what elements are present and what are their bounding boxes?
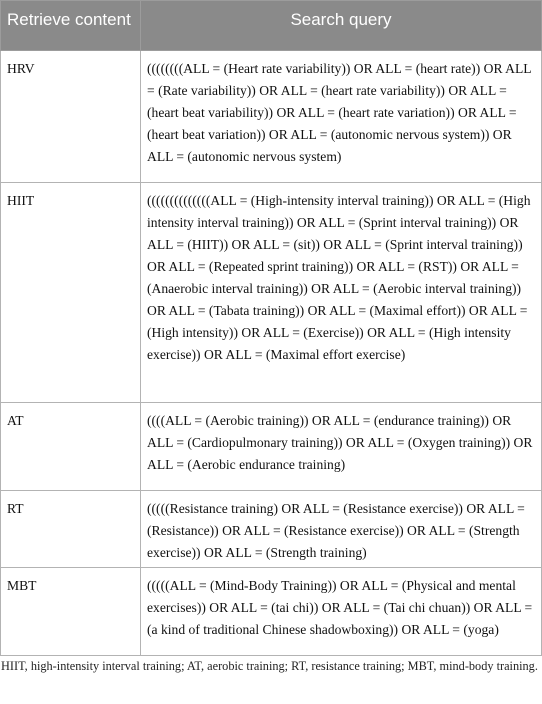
- row-query-cell: ((((ALL = (Aerobic training)) OR ALL = (endurance training)) OR ALL = (Cardiopulmonary training)) OR ALL = (Oxygen training)) OR ALL = (Aerobic endurance training): [141, 403, 542, 491]
- row-content-cell: MBT: [1, 568, 141, 656]
- table-row: [1, 491, 542, 568]
- row-query-cell: (((((Resistance training) OR ALL = (Resistance exercise)) OR ALL = (Resistance)) OR ALL = (Resistance exercise)) OR ALL = (Strength exercise)) OR ALL = (Strength training): [141, 491, 542, 568]
- header-search-query: Search query: [141, 1, 542, 51]
- row-query-cell: (((((ALL = (Mind-Body Training)) OR ALL = (Physical and mental exercises)) OR ALL = (tai chi)) OR ALL = (Tai chi chuan)) OR ALL = (a kind of traditional Chinese shadowboxing)) OR ALL = (yoga): [141, 568, 542, 656]
- table-row: [1, 403, 542, 491]
- table-footnote: HIIT, high-intensity interval training; AT, aerobic training; RT, resistance training; MBT, mind-body training.: [1, 659, 538, 673]
- row-content-cell: HRV: [1, 51, 141, 183]
- row-query-cell: ((((((((ALL = (Heart rate variability)) OR ALL = (heart rate)) OR ALL = (Rate variability)) OR ALL = (heart rate variability)) OR ALL = (heart beat variability)) OR ALL = (heart rate variation)) OR ALL = (heart beat variation)) OR ALL = (autonomic nervous system)) OR ALL = (autonomic nervous system): [141, 51, 542, 183]
- row-content-cell: AT: [1, 403, 141, 491]
- header-retrieve-content: Retrieve content: [1, 1, 141, 51]
- row-query-cell: ((((((((((((((ALL = (High-intensity interval training)) OR ALL = (High intensity interval training)) OR ALL = (Sprint interval training)) OR ALL = (HIIT)) OR ALL = (sit)) OR ALL = (Sprint interval training)) OR ALL = (Repeated sprint training)) OR ALL = (RST)) OR ALL = (Anaerobic interval training)) OR ALL = (Aerobic interval training)) OR ALL = (Tabata training)) OR ALL = (Maximal effort)) OR ALL = (High intensity)) OR ALL = (Exercise)) OR ALL = (High intensity exercise)) OR ALL = (Maximal effort exercise): [141, 183, 542, 403]
- row-content-cell: HIIT: [1, 183, 141, 403]
- table-row: [1, 568, 542, 656]
- table-row: [1, 183, 542, 403]
- table-row: [1, 51, 542, 183]
- row-content-cell: RT: [1, 491, 141, 568]
- table-header-row: [1, 1, 542, 51]
